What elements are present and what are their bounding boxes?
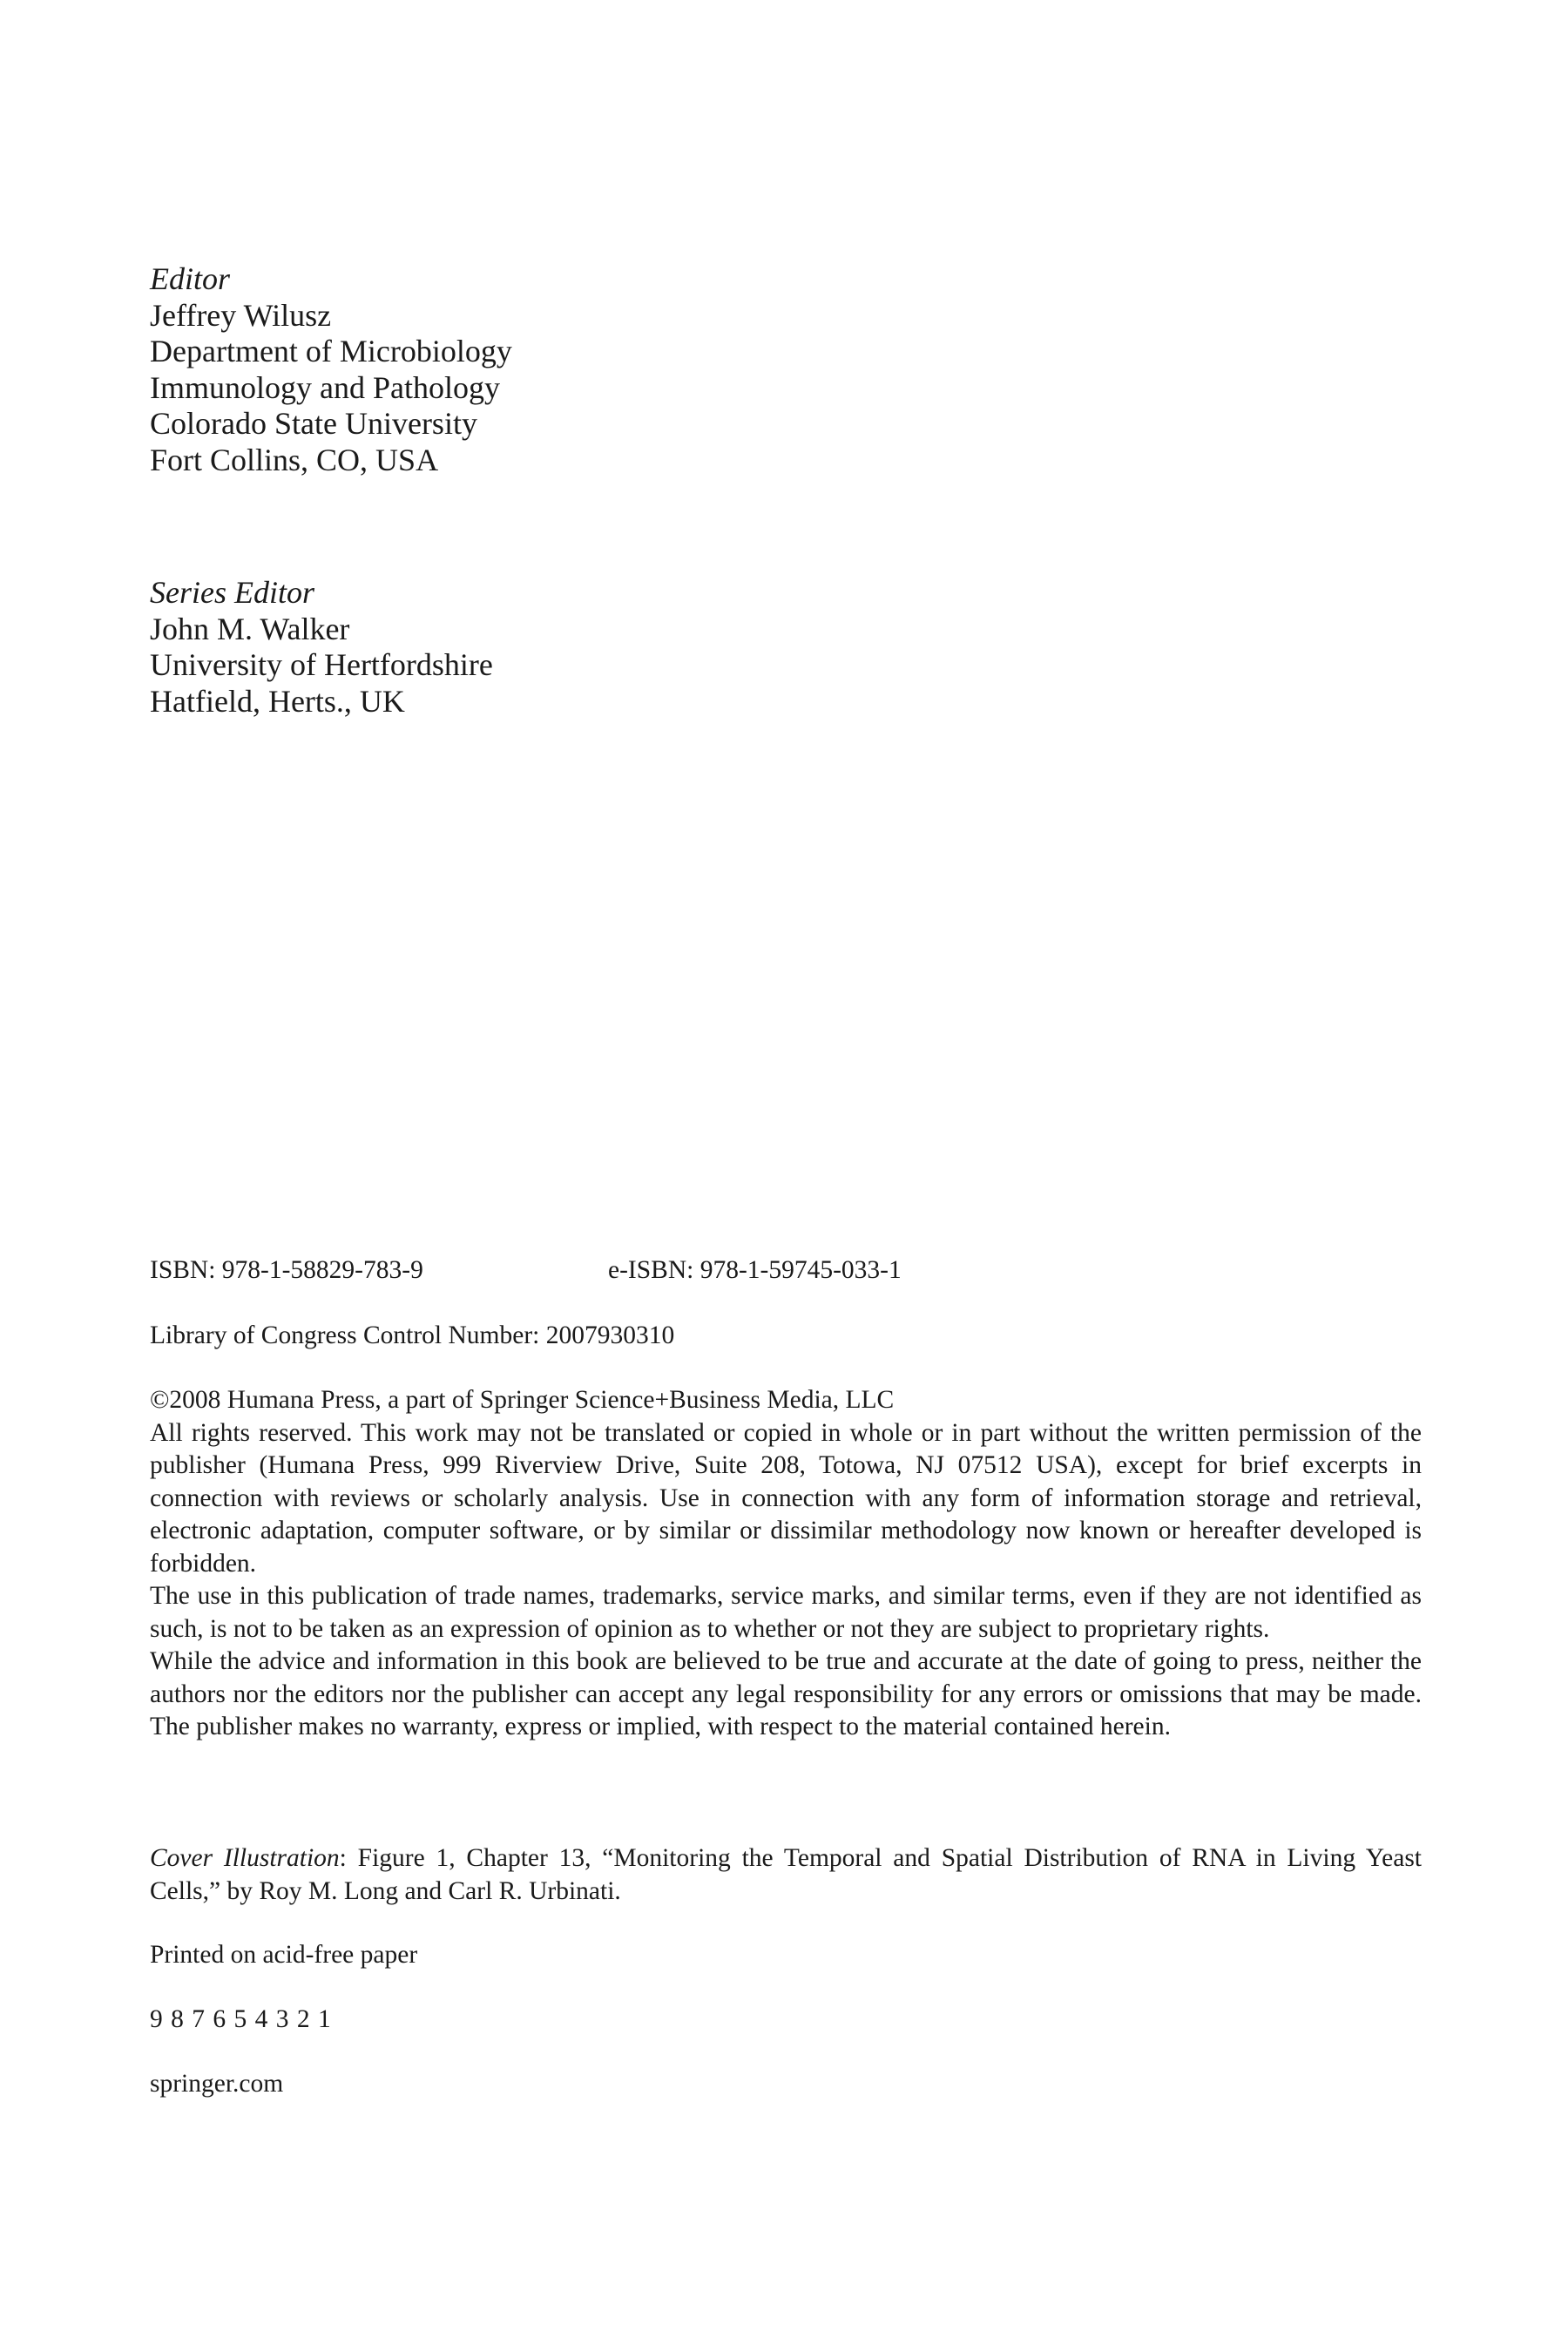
cover-label: Cover Illustration <box>150 1844 340 1872</box>
editor-affiliation-line: Department of Microbiology <box>150 334 512 368</box>
cover-illustration-credit <box>150 1842 1422 1908</box>
trademark-paragraph: The use in this publication of trade names, trademarks, service marks, and similar terms, even if they are not identified as such, is not to be taken as an expression of opinion as to whether or not they are subject to proprietary rights. <box>150 1582 1422 1643</box>
isbn: ISBN: 978-1-58829-783-9 <box>150 1256 423 1284</box>
editor-affiliation-line: Immunology and Pathology <box>150 369 500 405</box>
editor-block <box>150 261 512 478</box>
print-line: 9 8 7 6 5 4 3 2 1 <box>150 2005 332 2033</box>
lccn: Library of Congress Control Number: 2007930310 <box>150 1321 675 1349</box>
isbn-row <box>150 1254 1422 1288</box>
rights-paragraph: All rights reserved. This work may not be translated or copied in whole or in part without the written permission of the publisher (Humana Press, 999 Riverview Drive, Suite 208, Totowa, NJ 07512 USA), except for brief excerpts in connection with reviews or scholarly analysis. Use in connection with any form of information storage and retrieval, electronic adaptation, computer software, or by similar or dissimilar methodology now known or hereafter developed is forbidden. <box>150 1418 1422 1578</box>
series-editor-role: Series Editor <box>150 575 314 610</box>
copyright-line: ©2008 Humana Press, a part of Springer Science+Business Media, LLC <box>150 1386 895 1414</box>
editor-affiliation-line: Fort Collins, CO, USA <box>150 442 439 477</box>
editor-role: Editor <box>150 261 231 296</box>
paper-note: Printed on acid-free paper <box>150 1941 418 1969</box>
editor-name: Jeffrey Wilusz <box>150 297 332 333</box>
disclaimer-paragraph: While the advice and information in this book are believed to be true and accurate at the date of going to press, neither the authors nor the editors nor the publisher can accept any legal responsibility for any errors or omissions that may be made. The publisher makes no warranty, express or implied, with respect to the material contained herein. <box>150 1647 1422 1740</box>
series-editor-affiliation-line: Hatfield, Herts., UK <box>150 683 405 719</box>
cover-credit-text <box>150 1842 1422 1908</box>
series-editor-block <box>150 575 493 720</box>
series-editor-name: John M. Walker <box>150 611 350 646</box>
cover-description: : Figure 1, Chapter 13, “Monitoring the Temporal and Spatial Distribution of RNA in Living Yeast Cells,” by Roy M. Long and Carl R. Urbinati. <box>150 1844 1423 1905</box>
website: springer.com <box>150 2070 284 2098</box>
rights-notice <box>150 1384 1422 1744</box>
editor-affiliation-line: Colorado State University <box>150 406 477 441</box>
e-isbn: e-ISBN: 978-1-59745-033-1 <box>608 1256 902 1284</box>
series-editor-affiliation-line: University of Hertfordshire <box>150 647 493 682</box>
